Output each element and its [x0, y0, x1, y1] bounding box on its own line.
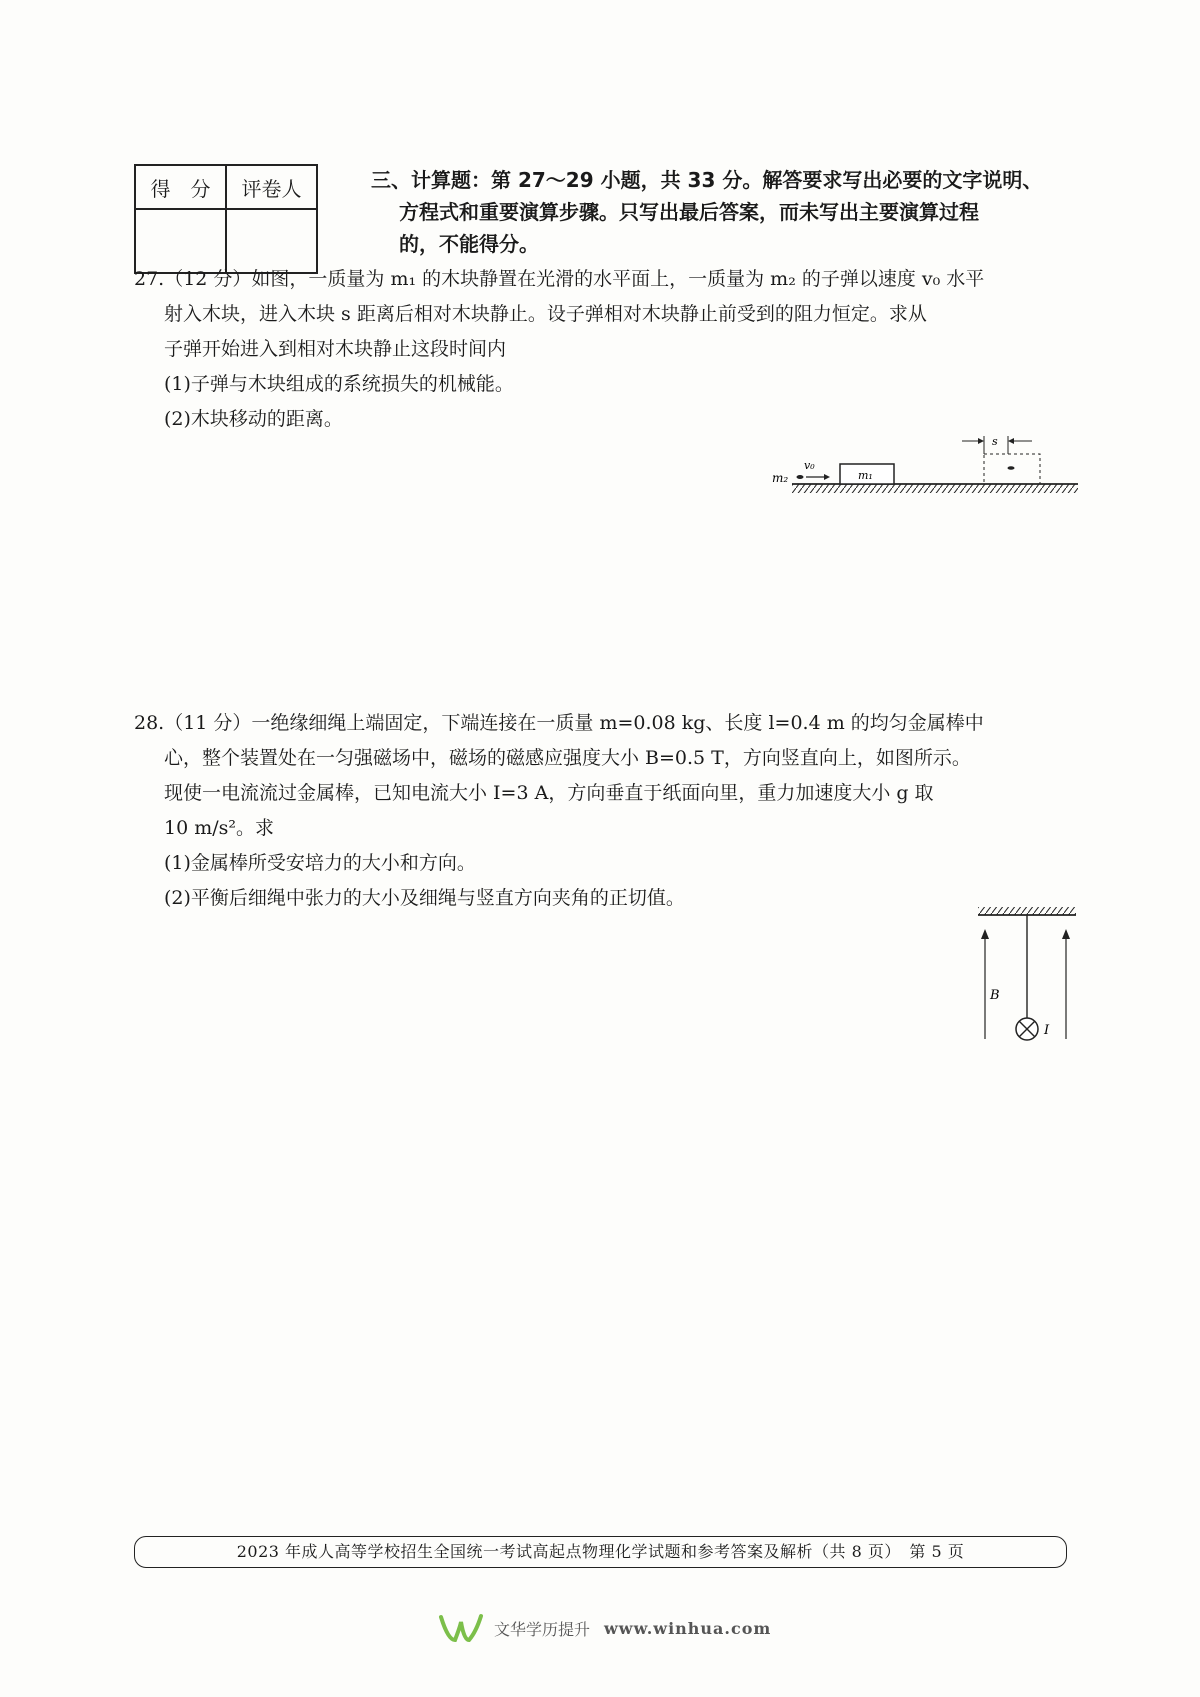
- field-arrow-right: [1062, 929, 1070, 939]
- section-heading: [371, 164, 1071, 260]
- q27-line-2: 射入木块，进入木块 s 距离后相对木块静止。设子弹相对木块静止前受到的阻力恒定。求从: [164, 303, 927, 325]
- section-line-3: 的，不能得分。: [399, 232, 539, 256]
- q27-sub-2: (2)木块移动的距离。: [164, 408, 343, 430]
- magnetic-field-figure: [968, 905, 1078, 1045]
- score-table: [134, 164, 318, 274]
- distance-label: s: [992, 435, 998, 448]
- score-header: 得 分: [135, 165, 226, 209]
- q28-sub-2: (2)平衡后细绳中张力的大小及细绳与竖直方向夹角的正切值。: [164, 887, 685, 909]
- velocity-label: v₀: [804, 459, 815, 472]
- bullet-embedded-icon: [1008, 466, 1015, 470]
- q28-line-2: 心，整个装置处在一匀强磁场中，磁场的磁感应强度大小 B=0.5 T，方向竖直向上，如图所示。: [164, 747, 971, 769]
- field-arrow-left: [981, 929, 989, 939]
- q28-line-4: 10 m/s²。求: [164, 817, 275, 839]
- q27-line-3: 子弹开始进入到相对木块静止这段时间内: [164, 338, 507, 360]
- question-28: [134, 706, 1074, 916]
- bullet-block-figure: [760, 432, 1080, 502]
- watermark: [438, 1608, 771, 1648]
- grader-header: 评卷人: [226, 165, 317, 209]
- section-line-1: 三、计算题：第 27～29 小题，共 33 分。解答要求写出必要的文字说明、: [371, 168, 1043, 192]
- bullet-icon: [797, 475, 804, 479]
- q28-line-3: 现使一电流流过金属棒，已知电流大小 I=3 A，方向垂直于纸面向里，重力加速度大小 g 取: [164, 782, 934, 804]
- winhua-logo-icon: [438, 1612, 484, 1644]
- section-line-2: 方程式和重要演算步骤。只写出最后答案，而未写出主要演算过程: [399, 200, 979, 224]
- block-mass-label: m₁: [858, 469, 873, 482]
- distance-arrowhead-left: [978, 438, 984, 444]
- question-27: [134, 262, 1074, 437]
- watermark-site: www.winhua.com: [604, 1618, 772, 1638]
- watermark-brand: 文华学历提升: [494, 1619, 591, 1639]
- page-footer: 2023 年成人高等学校招生全国统一考试高起点物理化学试题和参考答案及解析（共 8 页） 第 5 页: [134, 1536, 1067, 1568]
- ground-hatch: [792, 484, 1078, 493]
- velocity-arrowhead: [824, 474, 830, 480]
- q28-line-1: 28.（11 分）一绝缘细绳上端固定，下端连接在一质量 m=0.08 kg、长度 l=0.4 m 的均匀金属棒中: [134, 712, 984, 734]
- bullet-mass-label: m₂: [772, 471, 789, 485]
- field-label: B: [990, 988, 1000, 1003]
- current-label: I: [1044, 1023, 1050, 1038]
- ceiling-hatch: [978, 907, 1076, 915]
- q27-line-1: 27.（12 分）如图，一质量为 m₁ 的木块静置在光滑的水平面上，一质量为 m₂ 的子弹以速度 v₀ 水平: [134, 268, 985, 290]
- q28-sub-1: (1)金属棒所受安培力的大小和方向。: [164, 852, 476, 874]
- distance-arrowhead-right: [1008, 438, 1014, 444]
- q27-sub-1: (1)子弹与木块组成的系统损失的机械能。: [164, 373, 514, 395]
